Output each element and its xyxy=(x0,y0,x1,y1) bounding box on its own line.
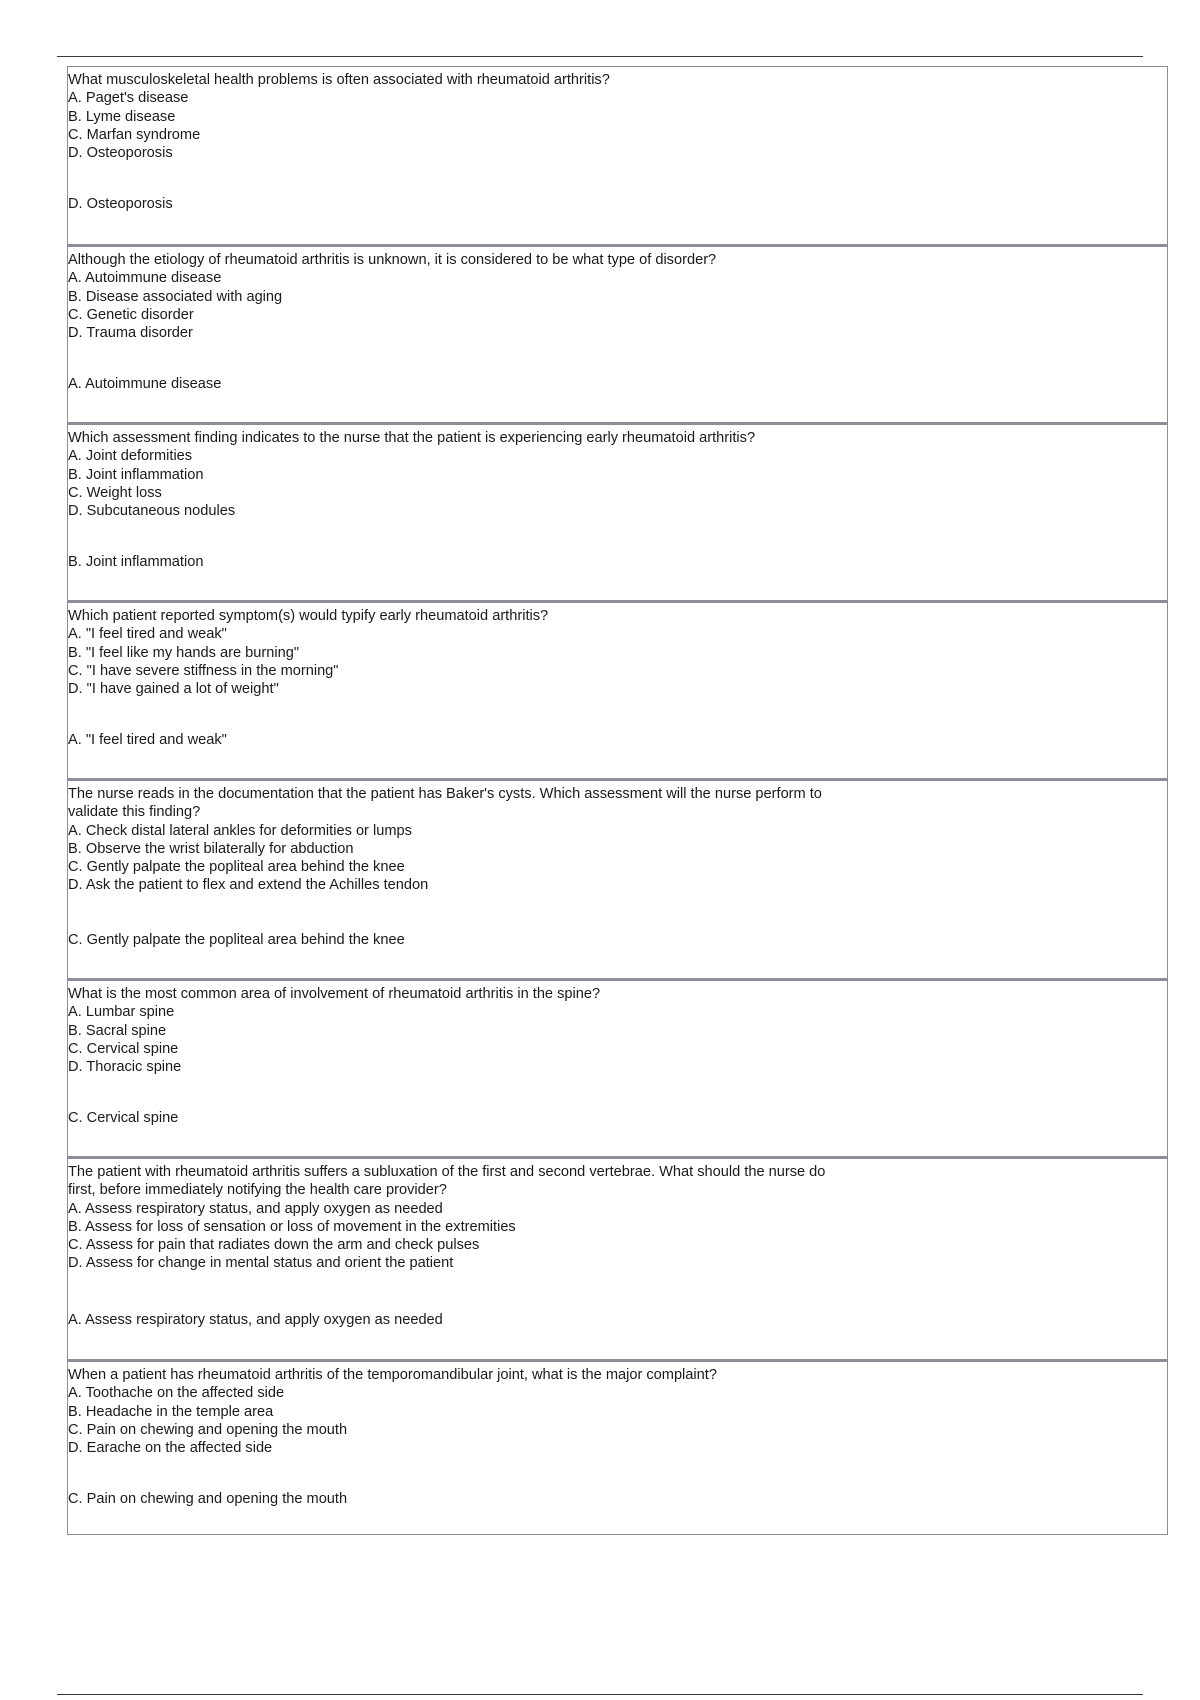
option-a: A. Assess respiratory status, and apply oxygen as needed xyxy=(68,1200,443,1217)
option-c: C. Assess for pain that radiates down the arm and check pulses xyxy=(68,1237,480,1254)
option-b: B. Lyme disease xyxy=(68,108,176,125)
option-b: B. "I feel like my hands are burning" xyxy=(68,644,300,661)
option-d: D. Subcutaneous nodules xyxy=(68,503,236,520)
option-a: A. Joint deformities xyxy=(68,448,193,465)
option-a: A. Check distal lateral ankles for deformities or lumps xyxy=(68,822,412,839)
answer-text: B. Joint inflammation xyxy=(68,554,204,570)
option-c: C. Gently palpate the popliteal area behind the knee xyxy=(68,859,405,876)
option-a: A. Toothache on the affected side xyxy=(68,1385,285,1402)
question-text: What is the most common area of involvement of rheumatoid arthritis in the spine? xyxy=(68,986,601,1002)
option-c: C. "I have severe stiffness in the morning" xyxy=(68,662,339,679)
option-c: C. Cervical spine xyxy=(68,1040,179,1057)
option-b: B. Headache in the temple area xyxy=(68,1403,274,1420)
option-d: D. Trauma disorder xyxy=(68,325,193,342)
answer-text: C. Pain on chewing and opening the mouth xyxy=(68,1491,348,1507)
option-b: B. Disease associated with aging xyxy=(68,288,283,305)
option-b: B. Assess for loss of sensation or loss of movement in the extremities xyxy=(68,1218,516,1235)
flashcard-list xyxy=(67,66,1168,1535)
flashcard xyxy=(68,600,1167,778)
option-c: C. Marfan syndrome xyxy=(68,126,201,143)
option-c: C. Genetic disorder xyxy=(68,306,194,323)
option-b: B. Joint inflammation xyxy=(68,466,204,483)
answer-text: D. Osteoporosis xyxy=(68,196,173,212)
bottom-rule xyxy=(57,1694,1143,1695)
flashcard xyxy=(68,978,1167,1156)
question-text: Which assessment finding indicates to the nurse that the patient is experiencing early rheumatoid arthritis? xyxy=(68,430,756,446)
option-b: B. Observe the wrist bilaterally for abduction xyxy=(68,840,354,857)
flashcard xyxy=(68,67,1167,244)
question-text: What musculoskeletal health problems is often associated with rheumatoid arthritis? xyxy=(68,72,610,88)
answer-text: A. Assess respiratory status, and apply oxygen as needed xyxy=(68,1312,443,1328)
option-a: A. "I feel tired and weak" xyxy=(68,626,227,643)
question-text: The nurse reads in the documentation that the patient has Baker's cysts. Which assessment will the nurse perform to validate this finding? xyxy=(68,786,822,821)
answer-text: C. Cervical spine xyxy=(68,1110,179,1126)
question-text: When a patient has rheumatoid arthritis of the temporomandibular joint, what is the major complaint? xyxy=(68,1367,717,1383)
option-d: D. Ask the patient to flex and extend the Achilles tendon xyxy=(68,877,429,894)
top-rule xyxy=(57,56,1143,57)
answer-text: A. Autoimmune disease xyxy=(68,376,222,392)
option-d: D. Osteoporosis xyxy=(68,145,173,162)
question-text: Although the etiology of rheumatoid arthritis is unknown, it is considered to be what type of disorder? xyxy=(68,252,717,268)
question-text: Which patient reported symptom(s) would typify early rheumatoid arthritis? xyxy=(68,608,549,624)
answer-text: A. "I feel tired and weak" xyxy=(68,732,227,748)
answer-text: C. Gently palpate the popliteal area behind the knee xyxy=(68,932,405,948)
flashcard xyxy=(68,1359,1167,1534)
option-c: C. Pain on chewing and opening the mouth xyxy=(68,1421,348,1438)
question-text: The patient with rheumatoid arthritis suffers a subluxation of the first and second vertebrae. What should the nurse do first, before immediately notifying the health care provider? xyxy=(68,1164,826,1199)
option-d: D. Thoracic spine xyxy=(68,1059,182,1076)
option-a: A. Paget's disease xyxy=(68,90,189,107)
option-d: D. "I have gained a lot of weight" xyxy=(68,681,279,698)
flashcard xyxy=(68,778,1167,978)
option-c: C. Weight loss xyxy=(68,484,162,501)
option-b: B. Sacral spine xyxy=(68,1022,167,1039)
option-d: D. Assess for change in mental status and orient the patient xyxy=(68,1255,454,1272)
flashcard xyxy=(68,1156,1167,1359)
flashcard xyxy=(68,244,1167,422)
option-a: A. Lumbar spine xyxy=(68,1004,175,1021)
flashcard xyxy=(68,422,1167,600)
option-d: D. Earache on the affected side xyxy=(68,1440,273,1457)
option-a: A. Autoimmune disease xyxy=(68,270,222,287)
